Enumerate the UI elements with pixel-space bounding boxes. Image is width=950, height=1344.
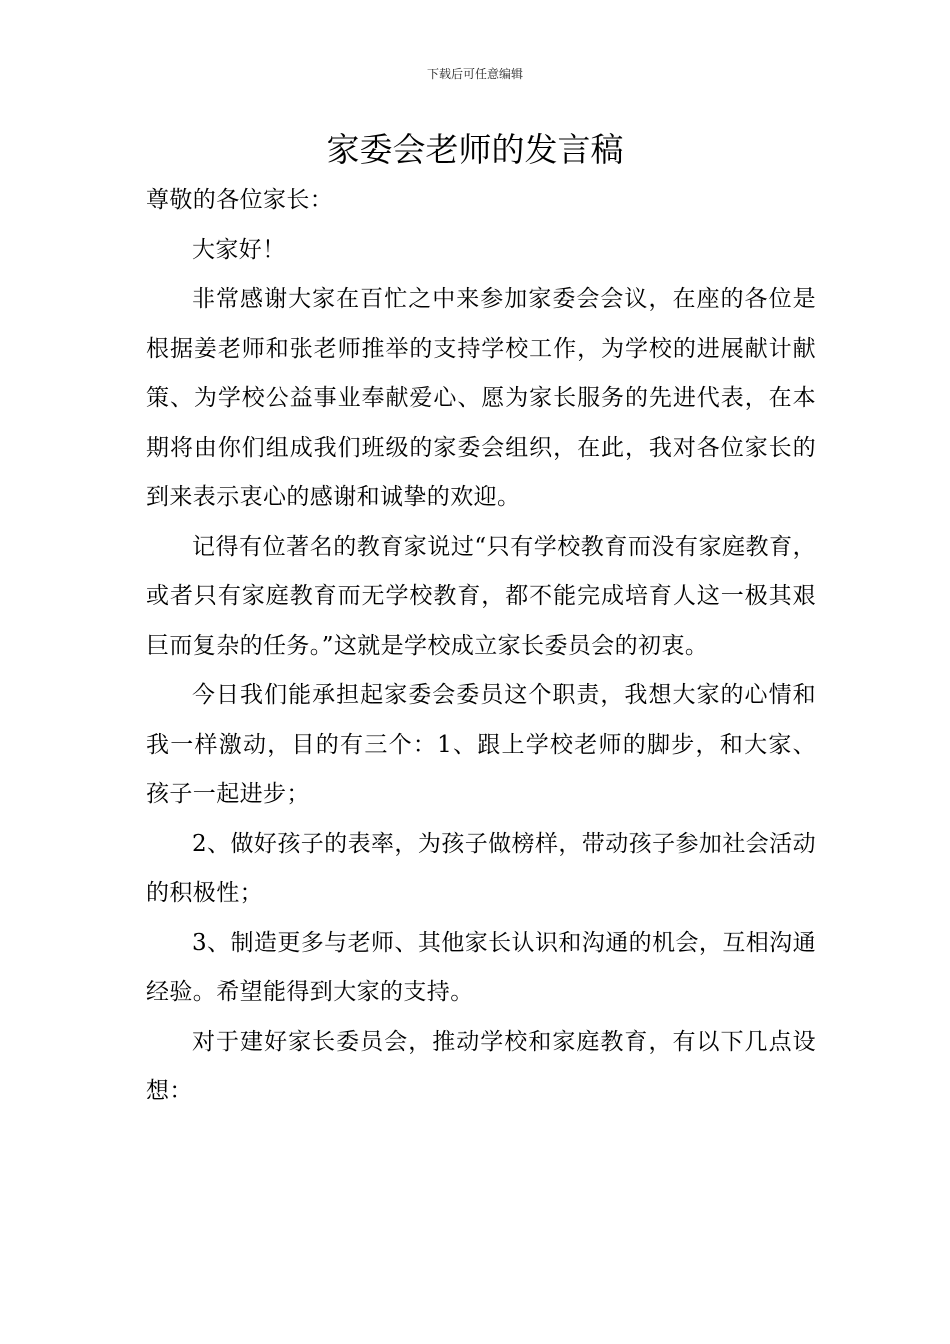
document-body: [146, 176, 816, 1117]
header-note: 下载后可任意编辑: [426, 67, 523, 81]
paragraph-quote: 记得有位著名的教育家说过“只有学校教育而没有家庭教育，或者只有家庭教育而无学校教育，都不能完成培育人这一极其艰巨而复杂的任务。”这就是学校成立家长委员会的初衷。: [146, 533, 816, 659]
salutation: 尊敬的各位家长：: [146, 187, 334, 213]
paragraph-plans: 对于建好家长委员会，推动学校和家庭教育，有以下几点设想：: [146, 1028, 816, 1104]
paragraph-thanks: 非常感谢大家在百忙之中来参加家委会会议，在座的各位是根据姜老师和张老师推举的支持学校工作，为学校的进展献计献策、为学校公益事业奉献爱心、愿为家长服务的先进代表，在本期将由你们组成我们班级的家委会组织，在此，我对各位家长的到来表示衷心的感谢和诚挚的欢迎。: [146, 286, 816, 510]
paragraph-purposes: 今日我们能承担起家委会委员这个职责，我想大家的心情和我一样激动，目的有三个：1、跟上学校老师的脚步，和大家、孩子一起进步；: [146, 682, 816, 807]
greeting: 大家好！: [192, 236, 286, 263]
paragraph-purpose-2: 2、做好孩子的表率，为孩子做榜样，带动孩子参加社会活动的积极性；: [146, 830, 816, 906]
paragraph-purpose-3: 3、制造更多与老师、其他家长认识和沟通的机会，互相沟通经验。希望能得到大家的支持。: [146, 929, 816, 1005]
document-title: 家委会老师的发言稿: [326, 130, 624, 169]
